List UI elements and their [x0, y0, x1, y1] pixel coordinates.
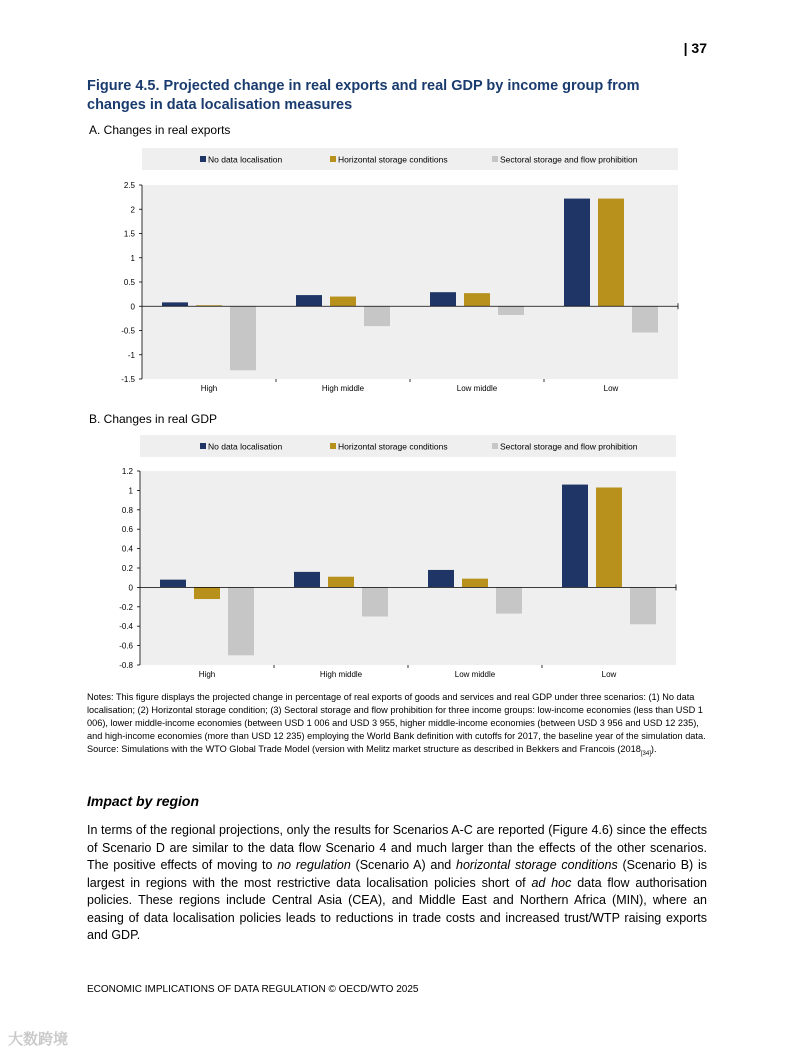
chart-real-gdp — [60, 435, 690, 683]
y-tick-label: 0.4 — [121, 544, 133, 554]
y-tick-label: 0.6 — [121, 525, 133, 535]
page-number: | 37 — [683, 40, 707, 56]
bar-high-series-2 — [194, 587, 220, 599]
bar-low-middle-series-1 — [428, 570, 454, 587]
bar-high-series-3 — [230, 306, 256, 370]
legend-swatch-3 — [492, 443, 498, 449]
page-footer: ECONOMIC IMPLICATIONS OF DATA REGULATION © OECD/WTO 2025 — [87, 984, 419, 995]
y-tick-label: -0.8 — [119, 661, 133, 670]
x-tick-label: High — [200, 384, 218, 393]
bar-low-middle-series-3 — [498, 306, 524, 315]
section-heading: Impact by region — [87, 793, 200, 809]
x-tick-label: Low — [601, 670, 617, 679]
y-tick-label: -0.4 — [119, 622, 133, 632]
figure-notes — [87, 691, 709, 761]
body-paragraph: In terms of the regional projections, only the results for Scenarios A-C are reported (Figure 4.6) since the effects of Scenario D are similar to the data flow Scenario 4 and much larger than the effects of the other scenarios. The positive effects of moving to no regulation (Scenario A) and horizontal storage conditions (Scenario B) is largest in regions with the most restrictive data localisation policies short of ad hoc data flow authorisation policies. These regions include Central Asia (CEA), and Middle East and Northern Africa (MIN), where an easing of data localisation policies leads to reductions in trade costs and increased trust/WTP raising exports and GDP. — [87, 823, 708, 942]
y-tick-label: -0.5 — [121, 326, 135, 336]
chart-b-svg — [60, 435, 690, 683]
bar-high-middle-series-2 — [328, 577, 354, 588]
bar-low-middle-series-1 — [430, 292, 456, 306]
bar-high-middle-series-2 — [330, 297, 356, 307]
bar-low-series-1 — [564, 199, 590, 307]
y-tick-label: -1.5 — [121, 375, 135, 384]
legend-label-1: No data localisation — [208, 154, 283, 165]
source-ref[interactable]: [34] — [640, 750, 651, 757]
bar-high-series-1 — [162, 302, 188, 306]
y-tick-label: 0.2 — [121, 564, 133, 573]
legend-swatch-1 — [200, 156, 206, 162]
y-tick-label: 2 — [130, 205, 135, 215]
panel-b-title: B. Changes in real GDP — [89, 412, 218, 426]
figure-title: Figure 4.5. Projected change in real exports and real GDP by income group from changes in data localisation measures — [87, 78, 640, 113]
y-tick-label: -1 — [127, 350, 135, 360]
legend-swatch-2 — [330, 443, 336, 449]
bar-low-middle-series-3 — [496, 587, 522, 613]
y-tick-label: 0 — [130, 302, 135, 312]
plot-background — [142, 185, 678, 379]
x-tick-label: High middle — [321, 384, 365, 393]
bar-high-middle-series-3 — [364, 306, 390, 326]
legend-label-3: Sectoral storage and flow prohibition — [500, 154, 638, 165]
x-tick-label: Low middle — [454, 670, 496, 679]
notes-text: Notes: This figure displays the projected change in percentage of real exports of goods and services and real GDP under three scenarios: (1) No data localisation; (2) Horizontal storage condition; (3) Sectoral storage and flow prohibition for three income groups: low-income economies (less than USD 1 006), lower middle-income economies (between USD 1 006 and USD 3 955, higher middle-income economies (between USD 3 956 and USD 12 235), and high-income economies (more than USD 12 235) employing the World Bank definition with cutoffs for 2017, the baseline year of the simulation data. — [87, 692, 706, 741]
bar-low-series-3 — [630, 587, 656, 624]
chart-real-exports — [60, 148, 690, 398]
legend-swatch-3 — [492, 156, 498, 162]
chart-a-svg — [60, 148, 690, 398]
y-tick-label: -0.2 — [119, 602, 133, 612]
y-tick-label: 1.5 — [123, 229, 135, 239]
x-tick-label: Low middle — [456, 384, 498, 393]
bar-high-series-3 — [228, 587, 254, 655]
bar-low-series-2 — [598, 199, 624, 307]
source-text: Source: Simulations with the WTO Global Trade Model (version with Melitz market structure as described in Bekkers and Francois $(2018_{[34]})$. — [87, 744, 657, 757]
y-tick-label: 2.5 — [123, 181, 135, 190]
panel-a-title: A. Changes in real exports — [89, 123, 231, 137]
y-tick-label: -0.6 — [119, 641, 133, 651]
bar-low-middle-series-2 — [464, 293, 490, 306]
bar-high-middle-series-1 — [294, 572, 320, 588]
bar-low-middle-series-2 — [462, 579, 488, 588]
legend-label-2: Horizontal storage conditions — [338, 441, 448, 452]
y-tick-label: 0 — [128, 583, 133, 593]
bar-low-series-2 — [596, 487, 622, 587]
y-tick-label: 0.5 — [123, 278, 135, 287]
bar-high-series-1 — [160, 580, 186, 588]
bar-high-middle-series-3 — [362, 587, 388, 616]
watermark-logo: 大数跨境 — [8, 1031, 69, 1048]
y-tick-label: 0.8 — [121, 505, 133, 515]
bar-high-middle-series-1 — [296, 295, 322, 306]
legend-swatch-1 — [200, 443, 206, 449]
x-tick-label: Low — [603, 384, 619, 393]
y-tick-label: 1 — [130, 253, 135, 263]
legend-label-3: Sectoral storage and flow prohibition — [500, 441, 638, 452]
plot-background — [140, 471, 676, 665]
legend-label-1: No data localisation — [208, 441, 283, 452]
y-tick-label: 1.2 — [121, 467, 133, 476]
y-tick-label: 1 — [128, 486, 133, 496]
legend-swatch-2 — [330, 156, 336, 162]
bar-low-series-1 — [562, 485, 588, 588]
bar-low-series-3 — [632, 306, 658, 332]
x-tick-label: High middle — [319, 670, 363, 679]
x-tick-label: High — [198, 670, 216, 679]
legend-label-2: Horizontal storage conditions — [338, 154, 448, 165]
